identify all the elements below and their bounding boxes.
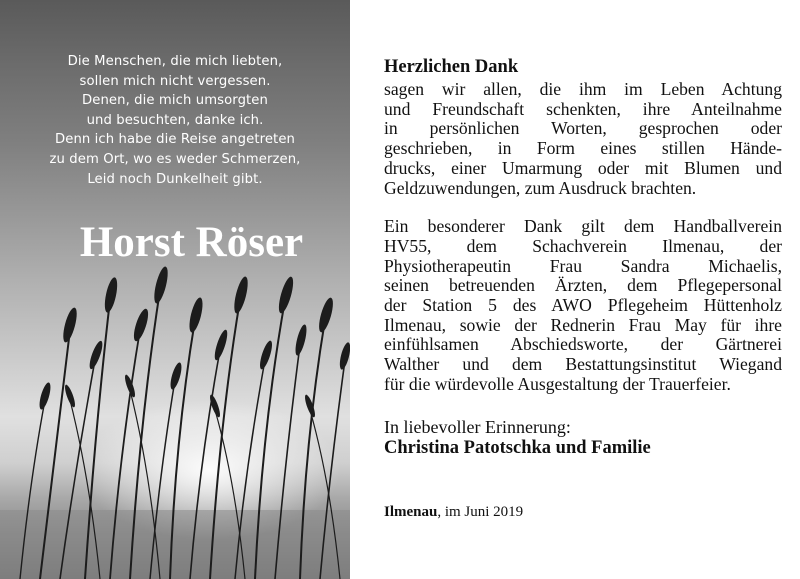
poem bbox=[0, 52, 350, 189]
text-line: der Station 5 des AWO Pflegeheim Hüttenholz bbox=[384, 295, 782, 316]
heading: Herzlichen Dank bbox=[384, 57, 519, 77]
family-signature: Christina Patotschka und Familie bbox=[384, 437, 651, 458]
text-line: Physiotherapeutin Frau Sandra Michaelis, bbox=[384, 255, 782, 276]
text-line: sagen wir allen, die ihm im Leben Achtung bbox=[384, 79, 782, 99]
text-line: HV55, dem Schachverein Ilmenau, der bbox=[384, 235, 782, 256]
text-line: drucks, einer Umarmung oder mit Blumen und bbox=[384, 157, 782, 178]
poem-line: sollen mich nicht vergessen. bbox=[79, 73, 271, 89]
poem-line: Leid noch Dunkelheit gibt. bbox=[87, 171, 263, 187]
reed-plumes bbox=[37, 265, 350, 418]
text-line: einfühlsamen Abschiedsworte, der Gärtnerei bbox=[384, 334, 782, 355]
text-line: für die würdevolle Ausgestaltung der Trauerfeier. bbox=[384, 373, 731, 394]
reed-photo bbox=[0, 0, 350, 579]
paragraph-2 bbox=[384, 217, 782, 394]
poem-line: Denn ich habe die Reise angetreten bbox=[54, 132, 295, 148]
text-line: und Freundschaft schenkten, ihre Anteilnahme bbox=[384, 98, 782, 119]
poem-line: und besuchten, danke ich. bbox=[86, 112, 264, 128]
text-line: Ilmenau, sowie der Rednerin Frau May für ihre bbox=[384, 314, 782, 335]
date: , im Juni 2019 bbox=[437, 504, 524, 520]
water bbox=[0, 510, 350, 579]
text-line: in persönlichen Worten, gesprochen oder bbox=[384, 118, 782, 139]
text-line: Walther und dem Bestattungsinstitut Wiegand bbox=[384, 354, 782, 375]
thank-you-text bbox=[384, 56, 782, 459]
text-line: Geldzuwendungen, zum Ausdruck brachten. bbox=[384, 177, 697, 198]
paragraph-1 bbox=[384, 80, 782, 198]
place-and-date bbox=[384, 504, 523, 521]
deceased-name: Horst Röser bbox=[79, 219, 304, 266]
text-line: geschrieben, in Form eines stillen Hände- bbox=[384, 138, 782, 159]
closing-line: In liebevoller Erinnerung: bbox=[384, 416, 571, 437]
text-line: Ein besonderer Dank gilt dem Handballverein bbox=[384, 216, 782, 237]
poem-line: Die Menschen, die mich liebten, bbox=[67, 54, 283, 69]
poem-line: Denen, die mich umsorgten bbox=[82, 93, 268, 109]
place: Ilmenau bbox=[384, 504, 438, 520]
text-line: seinen betreuenden Ärzten, dem Pflegepersonal bbox=[384, 275, 782, 296]
poem-line: zu dem Ort, wo es weder Schmerzen, bbox=[49, 151, 301, 167]
